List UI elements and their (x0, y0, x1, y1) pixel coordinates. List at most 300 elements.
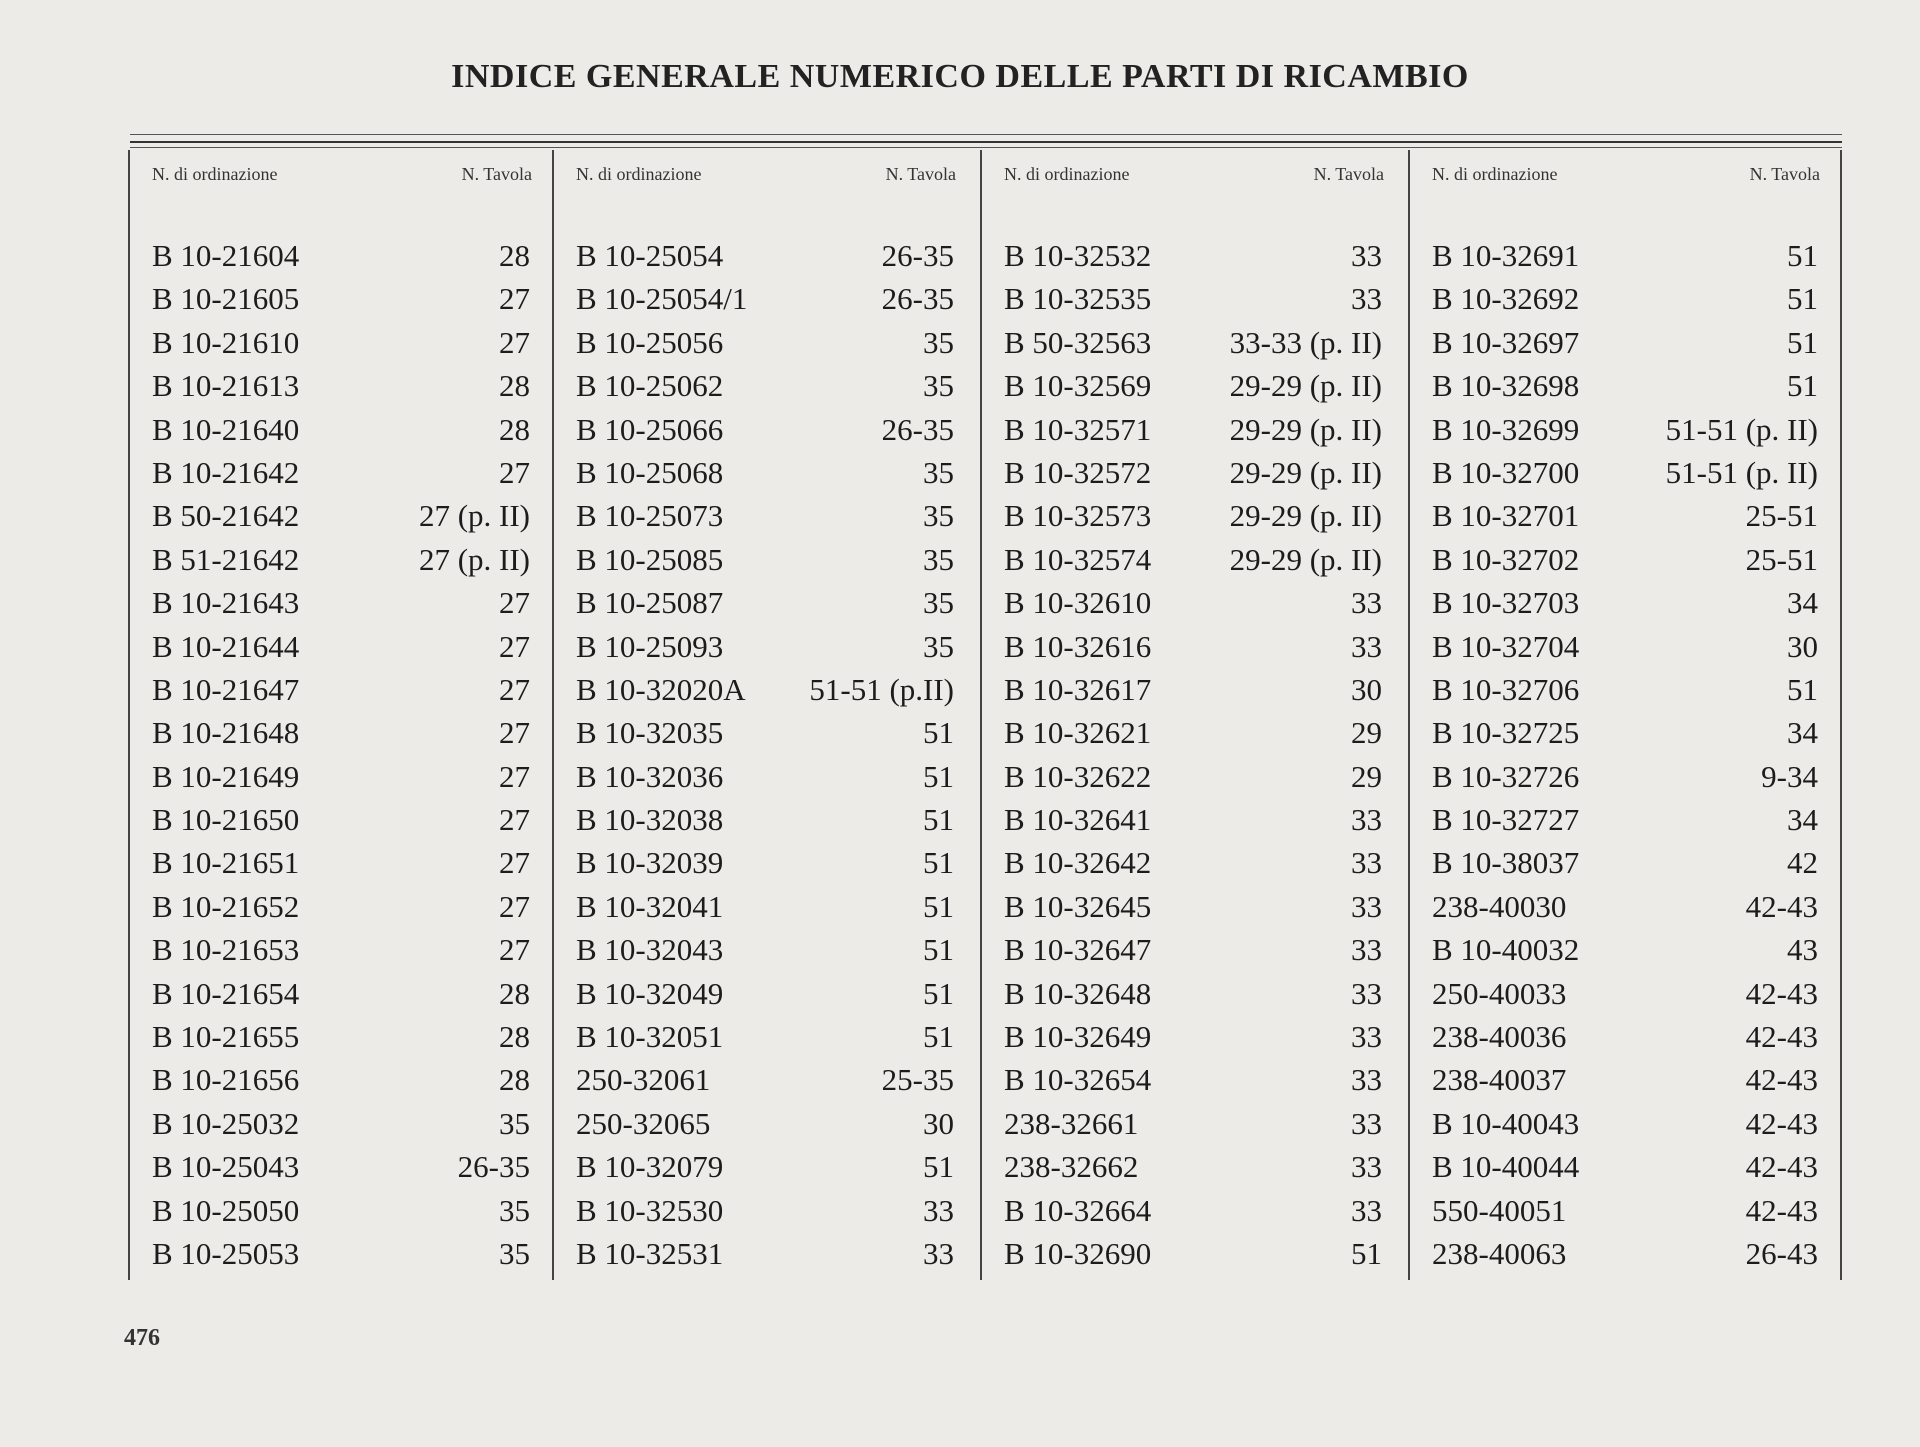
table-row (130, 1189, 552, 1232)
order-number-cell: B 10-32645 (1004, 888, 1152, 924)
order-number-cell: 238-40036 (1432, 1019, 1567, 1055)
table-number-cell: 33-33 (p. II) (1229, 324, 1382, 360)
table-number-cell: 51 (1787, 324, 1818, 360)
order-number-cell: B 10-21649 (152, 758, 300, 794)
table-number-cell: 26-35 (881, 411, 954, 447)
table-row (554, 885, 976, 928)
table-number-cell: 26-35 (881, 238, 954, 273)
table-number-cell: 28 (499, 411, 530, 447)
table-row (130, 277, 552, 320)
table-column (552, 150, 976, 1280)
order-number-cell: B 10-25062 (576, 368, 724, 404)
table-number-cell: 33 (923, 1235, 954, 1271)
table-number-cell: 35 (499, 1235, 530, 1271)
table-number-cell: 29-29 (p. II) (1229, 498, 1382, 534)
column-header (130, 150, 552, 206)
column-header (1410, 150, 1840, 206)
table-row (982, 755, 1404, 798)
table-number-cell: 33 (1351, 888, 1382, 924)
table-number-cell: 26-43 (1745, 1235, 1818, 1271)
table-row (130, 972, 552, 1015)
table-number-cell: 27 (499, 585, 530, 621)
table-row (1410, 1232, 1840, 1275)
column-header (982, 150, 1404, 206)
table-number-cell: 35 (923, 585, 954, 621)
header-order-number: N. di ordinazione (1432, 164, 1558, 184)
table-row (554, 1145, 976, 1188)
order-number-cell: B 10-32043 (576, 932, 724, 968)
table-number-cell: 42-43 (1745, 1192, 1818, 1228)
table-row (130, 1232, 552, 1275)
table-number-cell: 33 (1351, 585, 1382, 621)
table-row (1410, 885, 1840, 928)
table-number-cell: 33 (1351, 238, 1382, 273)
table-row (1410, 1189, 1840, 1232)
order-number-cell: B 10-21610 (152, 324, 300, 360)
page-number: 476 (124, 1325, 160, 1351)
table-row (982, 364, 1404, 407)
table-number-cell: 9-34 (1761, 758, 1818, 794)
table-row (982, 538, 1404, 581)
table-row (554, 1189, 976, 1232)
order-number-cell: 238-40063 (1432, 1235, 1567, 1271)
table-row (130, 364, 552, 407)
table-number-cell: 27 (499, 845, 530, 881)
order-number-cell: B 10-32649 (1004, 1019, 1152, 1055)
order-number-cell: B 10-32038 (576, 802, 724, 838)
table-number-cell: 51-51 (p. II) (1665, 454, 1818, 490)
table-row (982, 928, 1404, 971)
table-row (982, 841, 1404, 884)
table-row (1410, 1145, 1840, 1188)
order-number-cell: B 10-32039 (576, 845, 724, 881)
order-number-cell: B 10-21648 (152, 715, 300, 751)
table-row (1410, 1102, 1840, 1145)
table-row (1410, 972, 1840, 1015)
table-row (982, 668, 1404, 711)
table-number-cell: 51 (1787, 238, 1818, 273)
table-number-cell: 29 (1351, 758, 1382, 794)
table-row (1410, 1058, 1840, 1101)
table-number-cell: 27 (499, 281, 530, 317)
table-row (554, 668, 976, 711)
table-number-cell: 35 (923, 628, 954, 664)
order-number-cell: B 10-21654 (152, 975, 300, 1011)
table-number-cell: 25-35 (881, 1062, 954, 1098)
order-number-cell: B 10-32621 (1004, 715, 1152, 751)
table-number-cell: 27 (499, 932, 530, 968)
table-row (130, 538, 552, 581)
order-number-cell: B 10-21644 (152, 628, 300, 664)
table-row (130, 711, 552, 754)
order-number-cell: 238-32661 (1004, 1105, 1139, 1141)
order-number-cell: B 10-21652 (152, 888, 300, 924)
table-number-cell: 27 (499, 671, 530, 707)
order-number-cell: B 10-32698 (1432, 368, 1580, 404)
table-number-cell: 33 (1351, 1105, 1382, 1141)
table-row (982, 625, 1404, 668)
order-number-cell: B 10-21643 (152, 585, 300, 621)
table-row (982, 972, 1404, 1015)
table-row (982, 581, 1404, 624)
table-number-cell: 51-51 (p. II) (1665, 411, 1818, 447)
order-number-cell: B 10-40043 (1432, 1105, 1580, 1141)
table-number-cell: 51 (923, 1149, 954, 1185)
table-row (1410, 1015, 1840, 1058)
table-row (554, 277, 976, 320)
table-row (982, 798, 1404, 841)
order-number-cell: B 10-32647 (1004, 932, 1152, 968)
header-rule (130, 147, 1842, 148)
order-number-cell: B 50-21642 (152, 498, 300, 534)
table-row (130, 408, 552, 451)
table-row (554, 538, 976, 581)
table-number-cell: 42 (1787, 845, 1818, 881)
table-number-cell: 42-43 (1745, 1019, 1818, 1055)
order-number-cell: B 10-32572 (1004, 454, 1152, 490)
table-number-cell: 42-43 (1745, 975, 1818, 1011)
table-row (982, 1102, 1404, 1145)
order-number-cell: B 10-32535 (1004, 281, 1152, 317)
order-number-cell: B 10-32706 (1432, 671, 1580, 707)
table-number-cell: 28 (499, 1019, 530, 1055)
page-title: INDICE GENERALE NUMERICO DELLE PARTI DI RICAMBIO (451, 58, 1469, 95)
table-number-cell: 35 (499, 1105, 530, 1141)
table-number-cell: 34 (1787, 802, 1818, 838)
table-number-cell: 27 (p. II) (418, 541, 530, 577)
order-number-cell: B 51-21642 (152, 541, 300, 577)
table-number-cell: 30 (1351, 671, 1382, 707)
table-number-cell: 29-29 (p. II) (1229, 541, 1382, 577)
table-row (554, 408, 976, 451)
order-number-cell: B 10-32642 (1004, 845, 1152, 881)
order-number-cell: B 10-21647 (152, 671, 300, 707)
table-row (130, 625, 552, 668)
order-number-cell: B 10-32569 (1004, 368, 1152, 404)
table-row (554, 755, 976, 798)
table-number-cell: 25-51 (1745, 541, 1818, 577)
table-row (554, 494, 976, 537)
table-row (130, 451, 552, 494)
table-column (128, 150, 552, 1280)
parts-index-table (128, 150, 1842, 1280)
table-number-cell: 51 (1787, 671, 1818, 707)
table-row (130, 1145, 552, 1188)
column-header (554, 150, 976, 206)
order-number-cell: B 10-32699 (1432, 411, 1580, 447)
order-number-cell: B 10-25087 (576, 585, 724, 621)
table-row (982, 711, 1404, 754)
order-number-cell: 238-40030 (1432, 888, 1567, 924)
table-row (130, 798, 552, 841)
table-row (554, 928, 976, 971)
column-rows (982, 234, 1404, 1275)
order-number-cell: B 10-38037 (1432, 845, 1580, 881)
table-number-cell: 34 (1787, 585, 1818, 621)
table-row (1410, 581, 1840, 624)
table-row (554, 581, 976, 624)
table-number-cell: 42-43 (1745, 1105, 1818, 1141)
table-number-cell: 29 (1351, 715, 1382, 751)
order-number-cell: B 10-25054 (576, 238, 724, 273)
order-number-cell: 550-40051 (1432, 1192, 1567, 1228)
table-row (982, 408, 1404, 451)
order-number-cell: 238-32662 (1004, 1149, 1139, 1185)
order-number-cell: B 10-32648 (1004, 975, 1152, 1011)
table-number-cell: 42-43 (1745, 1149, 1818, 1185)
order-number-cell: B 10-25073 (576, 498, 724, 534)
table-number-cell: 28 (499, 238, 530, 273)
table-number-cell: 51 (1787, 368, 1818, 404)
table-number-cell: 51 (923, 888, 954, 924)
order-number-cell: B 10-21640 (152, 411, 300, 447)
table-row (982, 1015, 1404, 1058)
column-rows (1410, 234, 1840, 1275)
order-number-cell: B 10-32725 (1432, 715, 1580, 751)
table-row (1410, 277, 1840, 320)
order-number-cell: B 10-21642 (152, 454, 300, 490)
header-table-number: N. Tavola (1313, 164, 1384, 184)
table-number-cell: 51 (1787, 281, 1818, 317)
table-number-cell: 27 (499, 628, 530, 664)
order-number-cell: B 10-40044 (1432, 1149, 1580, 1185)
order-number-cell: B 10-32701 (1432, 498, 1580, 534)
table-number-cell: 26-35 (881, 281, 954, 317)
order-number-cell: B 10-25054/1 (576, 281, 748, 317)
order-number-cell: B 10-32654 (1004, 1062, 1152, 1098)
table-row (554, 364, 976, 407)
table-row (554, 798, 976, 841)
table-row (1410, 408, 1840, 451)
order-number-cell: B 10-25093 (576, 628, 724, 664)
order-number-cell: B 10-21604 (152, 238, 300, 273)
table-row (130, 755, 552, 798)
order-number-cell: B 10-40032 (1432, 932, 1580, 968)
table-number-cell: 27 (499, 758, 530, 794)
table-row (130, 234, 552, 277)
order-number-cell: B 10-32036 (576, 758, 724, 794)
table-row (1410, 668, 1840, 711)
order-number-cell: B 10-32703 (1432, 585, 1580, 621)
table-row (130, 1102, 552, 1145)
table-number-cell: 35 (923, 498, 954, 534)
table-row (1410, 625, 1840, 668)
order-number-cell: B 10-32727 (1432, 802, 1580, 838)
table-number-cell: 51 (923, 802, 954, 838)
column-rows (130, 234, 552, 1275)
order-number-cell: 250-32065 (576, 1105, 711, 1141)
table-number-cell: 42-43 (1745, 1062, 1818, 1098)
header-table-number: N. Tavola (461, 164, 532, 184)
order-number-cell: B 10-32035 (576, 715, 724, 751)
order-number-cell: B 10-32702 (1432, 541, 1580, 577)
table-row (554, 1102, 976, 1145)
table-number-cell: 28 (499, 1062, 530, 1098)
order-number-cell: B 10-32697 (1432, 324, 1580, 360)
table-row (1410, 798, 1840, 841)
table-row (982, 234, 1404, 277)
header-order-number: N. di ordinazione (152, 164, 278, 184)
order-number-cell: B 10-21650 (152, 802, 300, 838)
table-row (1410, 755, 1840, 798)
table-number-cell: 51 (923, 975, 954, 1011)
table-column (980, 150, 1404, 1280)
table-number-cell: 33 (1351, 802, 1382, 838)
table-row (982, 1145, 1404, 1188)
order-number-cell: B 10-21656 (152, 1062, 300, 1098)
order-number-cell: B 10-21605 (152, 281, 300, 317)
order-number-cell: B 10-25050 (152, 1192, 300, 1228)
order-number-cell: B 10-32530 (576, 1192, 724, 1228)
order-number-cell: B 10-21613 (152, 368, 300, 404)
header-order-number: N. di ordinazione (576, 164, 702, 184)
table-row (130, 928, 552, 971)
table-row (130, 1058, 552, 1101)
order-number-cell: B 10-32704 (1432, 628, 1580, 664)
table-row (554, 1232, 976, 1275)
table-number-cell: 35 (923, 541, 954, 577)
table-number-cell: 35 (499, 1192, 530, 1228)
order-number-cell: B 10-32616 (1004, 628, 1152, 664)
table-number-cell: 33 (923, 1192, 954, 1228)
table-number-cell: 43 (1787, 932, 1818, 968)
order-number-cell: B 10-32692 (1432, 281, 1580, 317)
table-number-cell: 35 (923, 368, 954, 404)
header-order-number: N. di ordinazione (1004, 164, 1130, 184)
order-number-cell: B 10-32571 (1004, 411, 1152, 447)
table-row (554, 841, 976, 884)
order-number-cell: B 10-32664 (1004, 1192, 1152, 1228)
table-number-cell: 51 (923, 758, 954, 794)
table-row (554, 625, 976, 668)
table-row (554, 451, 976, 494)
table-number-cell: 30 (923, 1105, 954, 1141)
table-row (554, 972, 976, 1015)
table-number-cell: 33 (1351, 932, 1382, 968)
table-number-cell: 51 (923, 1019, 954, 1055)
table-number-cell: 27 (499, 802, 530, 838)
order-number-cell: B 10-32610 (1004, 585, 1152, 621)
table-number-cell: 27 (p. II) (418, 498, 530, 534)
order-number-cell: B 10-32020A (576, 671, 746, 707)
table-number-cell: 27 (499, 715, 530, 751)
header-rule (130, 141, 1842, 143)
order-number-cell: B 10-25056 (576, 324, 724, 360)
table-row (1410, 234, 1840, 277)
table-number-cell: 33 (1351, 1062, 1382, 1098)
table-row (554, 1015, 976, 1058)
table-number-cell: 33 (1351, 1192, 1382, 1228)
table-number-cell: 51 (923, 715, 954, 751)
header-table-number: N. Tavola (885, 164, 956, 184)
table-row (1410, 841, 1840, 884)
table-number-cell: 28 (499, 368, 530, 404)
table-number-cell: 29-29 (p. II) (1229, 411, 1382, 447)
table-row (1410, 364, 1840, 407)
table-row (982, 1189, 1404, 1232)
table-row (1410, 711, 1840, 754)
table-number-cell: 25-51 (1745, 498, 1818, 534)
table-number-cell: 27 (499, 324, 530, 360)
order-number-cell: B 10-25043 (152, 1149, 300, 1185)
table-number-cell: 51-51 (p.II) (809, 671, 954, 707)
table-row (1410, 538, 1840, 581)
order-number-cell: 250-40033 (1432, 975, 1567, 1011)
table-row (982, 494, 1404, 537)
order-number-cell: B 10-25085 (576, 541, 724, 577)
order-number-cell: B 50-32563 (1004, 324, 1152, 360)
table-number-cell: 51 (923, 845, 954, 881)
table-row (554, 321, 976, 364)
order-number-cell: B 10-32691 (1432, 238, 1580, 273)
table-column (1408, 150, 1842, 1280)
table-row (554, 711, 976, 754)
table-number-cell: 35 (923, 324, 954, 360)
order-number-cell: B 10-21653 (152, 932, 300, 968)
table-row (982, 451, 1404, 494)
order-number-cell: B 10-32690 (1004, 1235, 1152, 1271)
table-row (982, 1232, 1404, 1275)
order-number-cell: B 10-32641 (1004, 802, 1152, 838)
order-number-cell: B 10-25032 (152, 1105, 300, 1141)
table-row (554, 1058, 976, 1101)
order-number-cell: B 10-32532 (1004, 238, 1152, 273)
table-row (130, 668, 552, 711)
table-number-cell: 33 (1351, 845, 1382, 881)
column-rows (554, 234, 976, 1275)
order-number-cell: B 10-21655 (152, 1019, 300, 1055)
order-number-cell: B 10-32574 (1004, 541, 1152, 577)
order-number-cell: 238-40037 (1432, 1062, 1567, 1098)
table-number-cell: 33 (1351, 1019, 1382, 1055)
table-row (1410, 321, 1840, 364)
order-number-cell: B 10-32531 (576, 1235, 724, 1271)
table-row (982, 1058, 1404, 1101)
order-number-cell: B 10-21651 (152, 845, 300, 881)
table-row (1410, 494, 1840, 537)
table-row (130, 494, 552, 537)
table-number-cell: 30 (1787, 628, 1818, 664)
order-number-cell: 250-32061 (576, 1062, 711, 1098)
order-number-cell: B 10-32051 (576, 1019, 724, 1055)
table-row (1410, 451, 1840, 494)
table-row (130, 841, 552, 884)
table-row (554, 234, 976, 277)
table-number-cell: 27 (499, 888, 530, 924)
table-number-cell: 26-35 (457, 1149, 530, 1185)
order-number-cell: B 10-32700 (1432, 454, 1580, 490)
order-number-cell: B 10-25066 (576, 411, 724, 447)
table-number-cell: 27 (499, 454, 530, 490)
order-number-cell: B 10-32573 (1004, 498, 1152, 534)
table-number-cell: 33 (1351, 281, 1382, 317)
table-number-cell: 28 (499, 975, 530, 1011)
table-number-cell: 33 (1351, 1149, 1382, 1185)
table-row (130, 321, 552, 364)
table-number-cell: 51 (923, 932, 954, 968)
order-number-cell: B 10-32049 (576, 975, 724, 1011)
table-number-cell: 29-29 (p. II) (1229, 454, 1382, 490)
table-row (982, 277, 1404, 320)
order-number-cell: B 10-32041 (576, 888, 724, 924)
order-number-cell: B 10-25053 (152, 1235, 300, 1271)
table-number-cell: 33 (1351, 975, 1382, 1011)
order-number-cell: B 10-32079 (576, 1149, 724, 1185)
header-rule (130, 134, 1842, 135)
table-number-cell: 51 (1351, 1235, 1382, 1271)
table-number-cell: 33 (1351, 628, 1382, 664)
table-row (130, 885, 552, 928)
